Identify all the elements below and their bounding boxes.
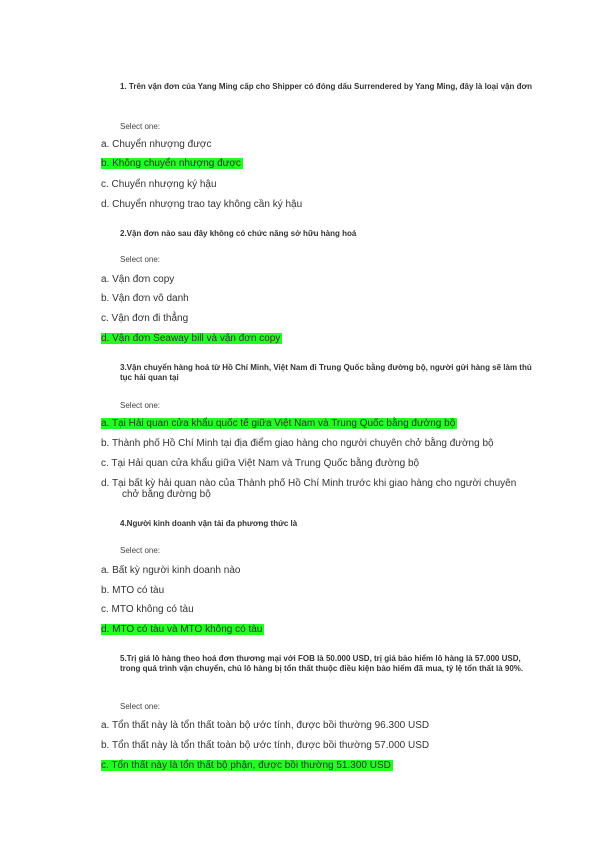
option-label: c. Chuyển nhượng ký hậu [101, 179, 217, 190]
option-label: d. Tại bất kỳ hải quan nào của Thành phố Hồ Chí Minh trước khi giao hàng cho người chuyên [101, 478, 517, 489]
question-4-option-b[interactable] [101, 585, 541, 596]
question-2-text: 2.Vận đơn nào sau đây không có chức năng sở hữu hàng hoá [120, 229, 357, 238]
select-one-label: Select one: [120, 255, 161, 264]
option-label: a. Vận đơn copy [101, 274, 175, 285]
option-label: d. MTO có tàu và MTO không có tàu [101, 624, 263, 635]
question-2-option-a[interactable] [101, 274, 541, 285]
option-label: c. MTO không có tàu [101, 604, 194, 615]
option-label: b. Không chuyển nhượng được [101, 158, 241, 169]
option-label: a. Bất kỳ người kinh doanh nào [101, 565, 241, 576]
option-label: a. Tổn thất này là tổn thất toàn bộ ước tính, được bồi thường 96.300 USD [101, 720, 430, 731]
question-5-option-c[interactable] [101, 760, 541, 771]
question-2-option-b[interactable] [101, 293, 541, 304]
question-1-text: 1. Trên vận đơn của Yang Ming cấp cho Shipper có đóng dấu Surrendered by Yang Ming, đây là loại vận đơn [120, 82, 533, 91]
question-5-text: 5.Trị giá lô hàng theo hoá đơn thương mại với FOB là 50.000 USD, trị giá bảo hiểm lô hàng là 57.000 USD, trong quá trình vận chuyển, chủ lô hàng bị tổn thất thuộc điều kiện bảo hiểm đã mua, tỷ lệ tổn thất là 90%. [120, 654, 524, 673]
option-label: c. Tại Hải quan cửa khẩu giữa Việt Nam và Trung Quốc bằng đường bộ [101, 458, 420, 469]
option-label: c. Tổn thất này là tổn thất bộ phận, được bồi thường 51.300 USD [101, 760, 391, 771]
option-label: d. Chuyển nhượng trao tay không cần ký hậu [101, 199, 303, 210]
question-3-option-a[interactable] [101, 418, 541, 429]
option-label-continued: chở bằng đường bộ [122, 489, 211, 500]
option-label: d. Vận đơn Seaway bill và vận đơn copy [101, 333, 281, 344]
question-5-option-a[interactable] [101, 720, 541, 731]
question-4-text: 4.Người kinh doanh vận tải đa phương thức là [120, 519, 298, 528]
option-label: a. Tại Hải quan cửa khẩu quốc tế giữa Việt Nam và Trung Quốc bằng đường bộ [101, 418, 456, 429]
select-one-label: Select one: [120, 702, 161, 711]
option-label: b. Thành phố Hồ Chí Minh tại địa điểm giao hàng cho người chuyên chở bằng đường bộ [101, 438, 494, 449]
question-4-option-c[interactable] [101, 604, 541, 615]
select-one-label: Select one: [120, 122, 161, 131]
option-label: b. MTO có tàu [101, 585, 165, 596]
question-1-option-d[interactable] [101, 199, 541, 210]
question-4-option-a[interactable] [101, 565, 541, 576]
question-2-option-d[interactable] [101, 333, 541, 344]
question-5-option-b[interactable] [101, 740, 541, 751]
question-4-option-d[interactable] [101, 624, 541, 635]
question-3-option-d[interactable] [101, 478, 541, 500]
option-label: b. Tổn thất này là tổn thất toàn bộ ước tính, được bồi thường 57.000 USD [101, 740, 430, 751]
option-label: c. Vận đơn đi thẳng [101, 313, 189, 324]
select-one-label: Select one: [120, 401, 161, 410]
question-1-option-c[interactable] [101, 179, 541, 190]
question-2-option-c[interactable] [101, 313, 541, 324]
option-label: a. Chuyển nhượng được [101, 139, 212, 150]
question-3-text: 3.Vận chuyển hàng hoá từ Hồ Chí Minh, Việt Nam đi Trung Quốc bằng đường bộ, người gửi hàng sẽ làm thủ tục hải quan tại [120, 363, 532, 382]
question-3-option-b[interactable] [101, 438, 541, 449]
option-label: b. Vận đơn vô danh [101, 293, 189, 304]
question-3-option-c[interactable] [101, 458, 541, 469]
select-one-label: Select one: [120, 546, 161, 555]
question-1-option-b[interactable] [101, 158, 541, 169]
question-1-option-a[interactable] [101, 139, 541, 150]
